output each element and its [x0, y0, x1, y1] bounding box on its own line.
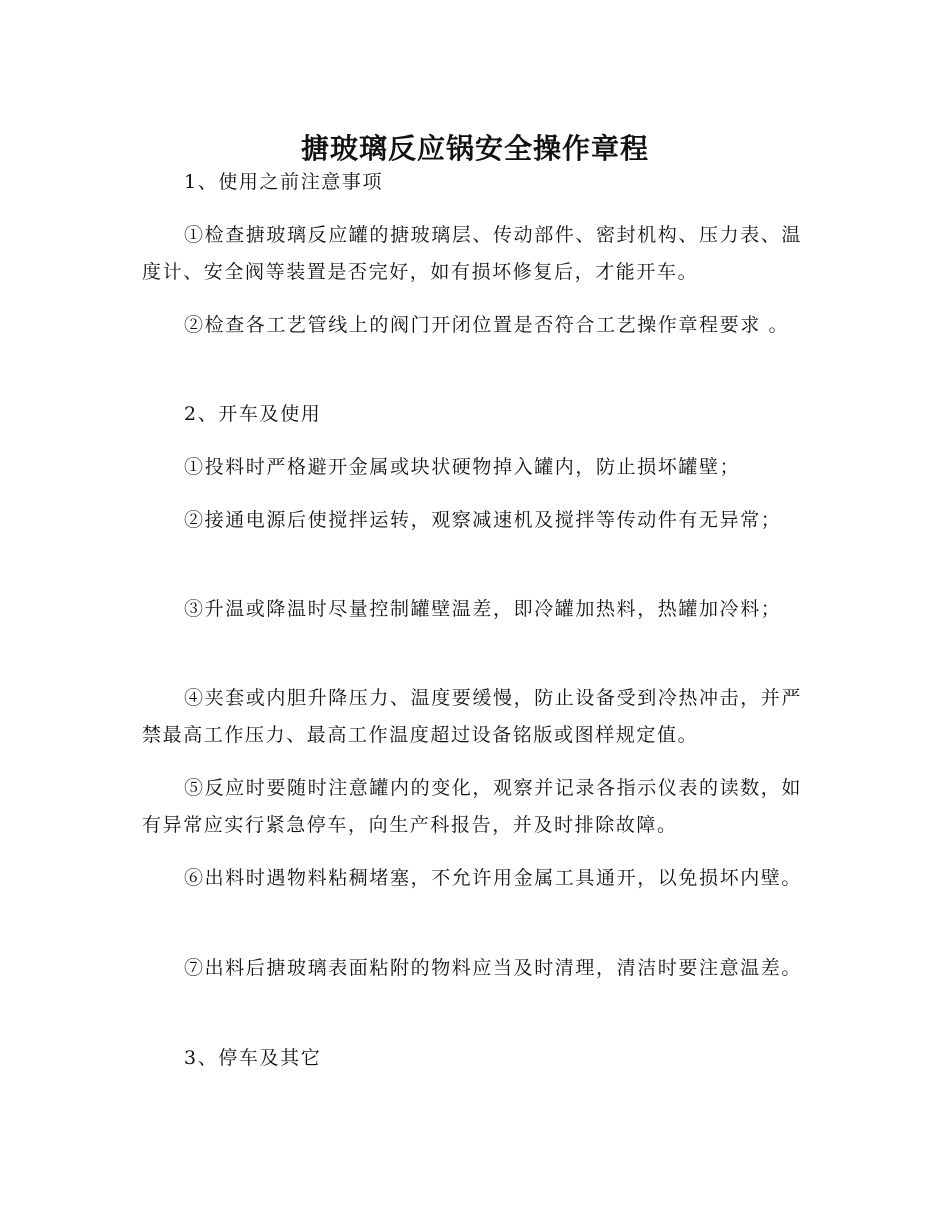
section-2-paragraph-2: ②接通电源后使搅拌运转，观察减速机及搅拌等传动件有无异常；: [184, 509, 782, 531]
section-2-paragraph-5: ⑤反应时要随时注意罐内的变化，观察并记录各指示仪表的读数，如有异常应实行紧急停车，向生产科报告，并及时排除故障。: [142, 777, 803, 836]
section-2-paragraph-7: ⑦出料后搪玻璃表面粘附的物料应当及时清理，清洁时要注意温差。: [184, 957, 803, 979]
section-2-paragraph-1: ①投料时严格避开金属或块状硬物掉入罐内，防止损坏罐壁；: [184, 456, 741, 478]
section-2-paragraph-3: ③升温或降温时尽量控制罐壁温差，即冷罐加热料，热罐加冷料；: [184, 598, 782, 620]
section-1-paragraph-2: ②检查各工艺管线上的阀门开闭位置是否符合工艺操作章程要求 。: [184, 314, 790, 336]
section-2-paragraph-4: ④夹套或内胆升降压力、温度要缓慢，防止设备受到冷热冲击，并严禁最高工作压力、最高工作温度超过设备铭版或图样规定值。: [142, 687, 803, 746]
document-title: 搪玻璃反应锅安全操作章程: [300, 131, 649, 165]
section-heading-1: 1、使用之前注意事项: [184, 171, 384, 193]
section-heading-2: 2、开车及使用: [184, 403, 322, 425]
section-1-paragraph-1: ①检查搪玻璃反应罐的搪玻璃层、传动部件、密封机构、压力表、温度计、安全阀等装置是否完好，如有损坏修复后，才能开车。: [142, 224, 803, 283]
section-2-paragraph-6: ⑥出料时遇物料粘稠堵塞，不允许用金属工具通开，以免损坏内壁。: [184, 867, 803, 889]
section-heading-3: 3、停车及其它: [184, 1047, 322, 1069]
